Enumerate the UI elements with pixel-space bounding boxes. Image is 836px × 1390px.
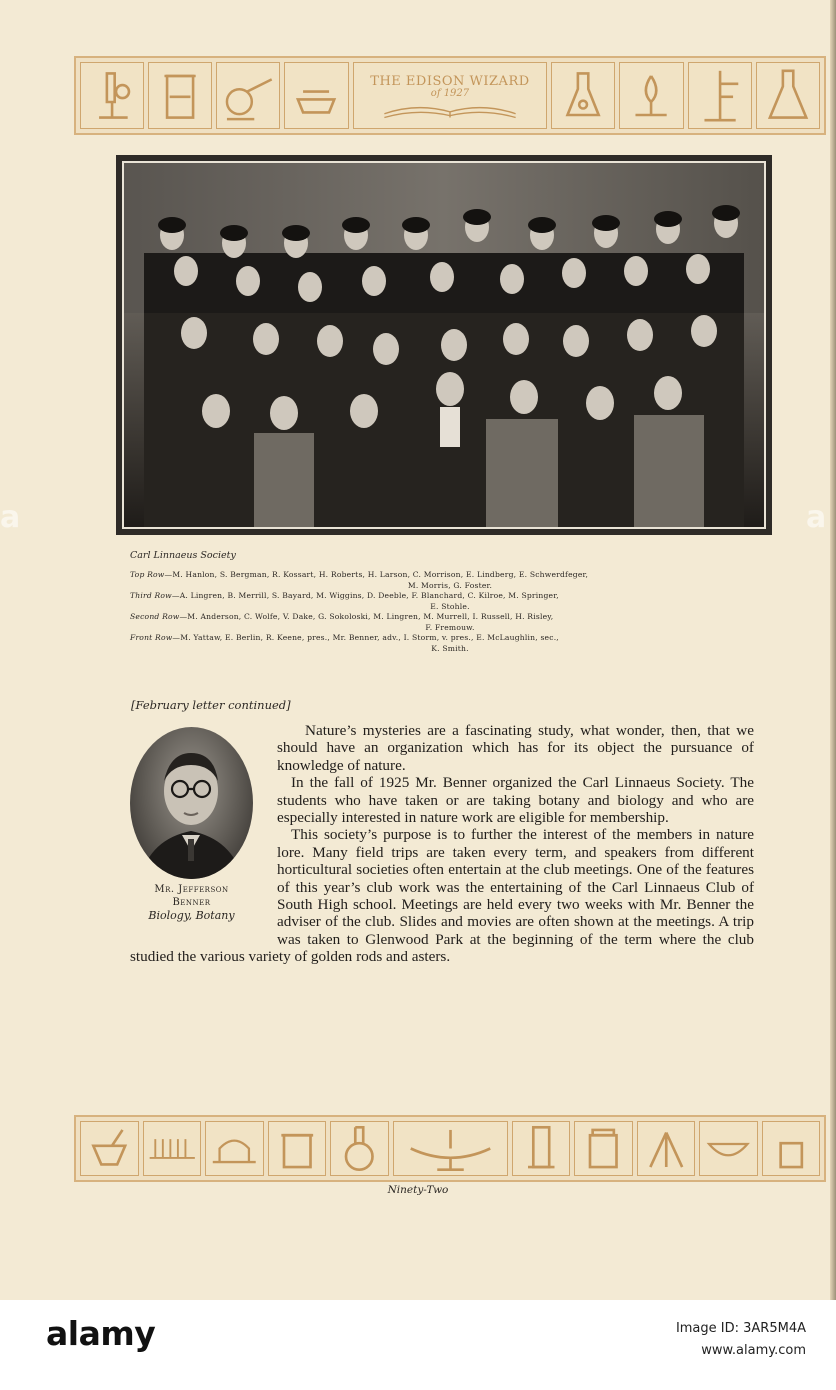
- row-names-continued: E. Stohle.: [430, 601, 470, 611]
- caption-row-front: Front Row—M. Yattaw, E. Berlin, R. Keene, pres., Mr. Benner, adv., I. Storm, v. pres., E. McLaughlin, sec., K. Smith.: [130, 633, 770, 654]
- advisor-name-line2: Benner: [172, 897, 211, 908]
- page-number: Ninety-Two: [387, 1184, 449, 1196]
- jar-icon: [268, 1121, 327, 1176]
- beaker-icon: [148, 62, 212, 129]
- bell-jar-icon: [205, 1121, 264, 1176]
- article-paragraph: This society’s purpose is to further the interest of the members in nature lore. Many field trips are taken every term, and speakers from different horticultural societies often entertain at the club meetings. One of the features of this year’s club work was the entertaining of the Carl Linnaeus Club of South High school. Meetings are held every two weeks with Mr. Benner the adviser of the club. Slides and movies are often shown at the meetings. A trip was taken to Glenwood Park at the beginning of the term where the club studied the various variety of golden rods and asters.: [130, 826, 754, 966]
- small-beaker-icon: [762, 1121, 821, 1176]
- footer-ornament-band: [74, 1115, 826, 1182]
- yearbook-year: of 1927: [430, 88, 470, 99]
- row-label: Front Row: [130, 633, 173, 642]
- row-names-continued: M. Morris, G. Foster.: [407, 580, 493, 590]
- caption-row-third: Third Row—A. Lingren, B. Merrill, S. Bayard, M. Wiggins, D. Deeble, F. Blanchard, C. Kilroe, M. Springer, E. Stohle.: [130, 591, 770, 612]
- group-photo: [116, 155, 772, 535]
- header-ornament-band: [74, 56, 826, 135]
- stock-site-link[interactable]: www.alamy.com: [701, 1343, 806, 1358]
- row-names: A. Lingren, B. Merrill, S. Bayard, M. Wiggins, D. Deeble, F. Blanchard, C. Kilroe, M. Springer,: [179, 591, 559, 600]
- flask-icon: [551, 62, 615, 129]
- stock-info: [676, 1318, 806, 1362]
- row-label: Third Row: [130, 591, 172, 600]
- open-book-icon: [375, 99, 525, 121]
- row-names-continued: F. Fremouw.: [425, 622, 475, 632]
- oil-lamp-icon: [393, 1121, 508, 1176]
- photo-caption: [130, 550, 770, 654]
- dish-icon: [284, 62, 348, 129]
- microscope-icon: [80, 62, 144, 129]
- article-body: [130, 722, 754, 966]
- advisor-name-line1: Mr. Jefferson: [154, 884, 229, 895]
- graduated-cylinder-icon: [512, 1121, 571, 1176]
- caption-row-second: Second Row—M. Anderson, C. Wolfe, V. Dake, G. Sokoloski, M. Lingren, M. Murrell, I. Russell, H. Risley, F. Fremouw.: [130, 612, 770, 633]
- row-label: Second Row: [130, 612, 180, 621]
- test-tube-rack-icon: [143, 1121, 202, 1176]
- flame-burner-icon: [619, 62, 683, 129]
- apparatus-stand-icon: [688, 62, 752, 129]
- erlenmeyer-flask-icon: [756, 62, 820, 129]
- row-names-continued: K. Smith.: [431, 643, 469, 653]
- group-photo-figures: [124, 163, 764, 527]
- article-paragraph: In the fall of 1925 Mr. Benner organized the Carl Linnaeus Society. The students who have taken or are taking botany and biology and who are especially interested in nature work are eligible for membership.: [277, 774, 754, 827]
- caption-row-top: Top Row—M. Hanlon, S. Bergman, R. Kossart, H. Roberts, H. Larson, C. Morrison, E. Lindberg, E. Schwerdfeger, M. Morris, G. Foster.: [130, 570, 770, 591]
- stock-logo[interactable]: alamy: [46, 1314, 156, 1353]
- article-paragraph: Nature’s mysteries are a fascinating study, what wonder, then, that we should have an organization which has for its object the pursuance of knowledge of nature.: [277, 722, 754, 774]
- row-names: M. Hanlon, S. Bergman, R. Kossart, H. Roberts, H. Larson, C. Morrison, E. Lindberg, E. Schwerdfeger,: [172, 570, 589, 579]
- mortar-icon: [80, 1121, 139, 1176]
- row-names: M. Anderson, C. Wolfe, V. Dake, G. Sokoloski, M. Lingren, M. Murrell, I. Russell, H. Risley,: [187, 612, 554, 621]
- stock-image-id: Image ID: 3AR5M4A: [675, 1321, 806, 1336]
- tripod-icon: [637, 1121, 696, 1176]
- yearbook-title: THE EDISON WIZARD: [370, 74, 530, 89]
- header-title-panel: [353, 62, 548, 129]
- caption-title: Carl Linnaeus Society: [130, 550, 236, 561]
- stock-footer: [0, 1300, 836, 1390]
- watermark-mark: a: [806, 500, 827, 535]
- retort-icon: [216, 62, 280, 129]
- row-names: M. Yattaw, E. Berlin, R. Keene, pres., Mr. Benner, adv., I. Storm, v. pres., E. McLaughlin, sec.,: [180, 633, 559, 642]
- round-flask-icon: [330, 1121, 389, 1176]
- row-label: Top Row: [130, 570, 165, 579]
- watermark-mark: a: [0, 500, 21, 535]
- canister-icon: [574, 1121, 633, 1176]
- advisor-subjects: Biology, Botany: [148, 909, 235, 922]
- group-photo-image: [122, 161, 766, 529]
- evaporating-dish-icon: [699, 1121, 758, 1176]
- continued-note: [February letter continued]: [131, 698, 291, 712]
